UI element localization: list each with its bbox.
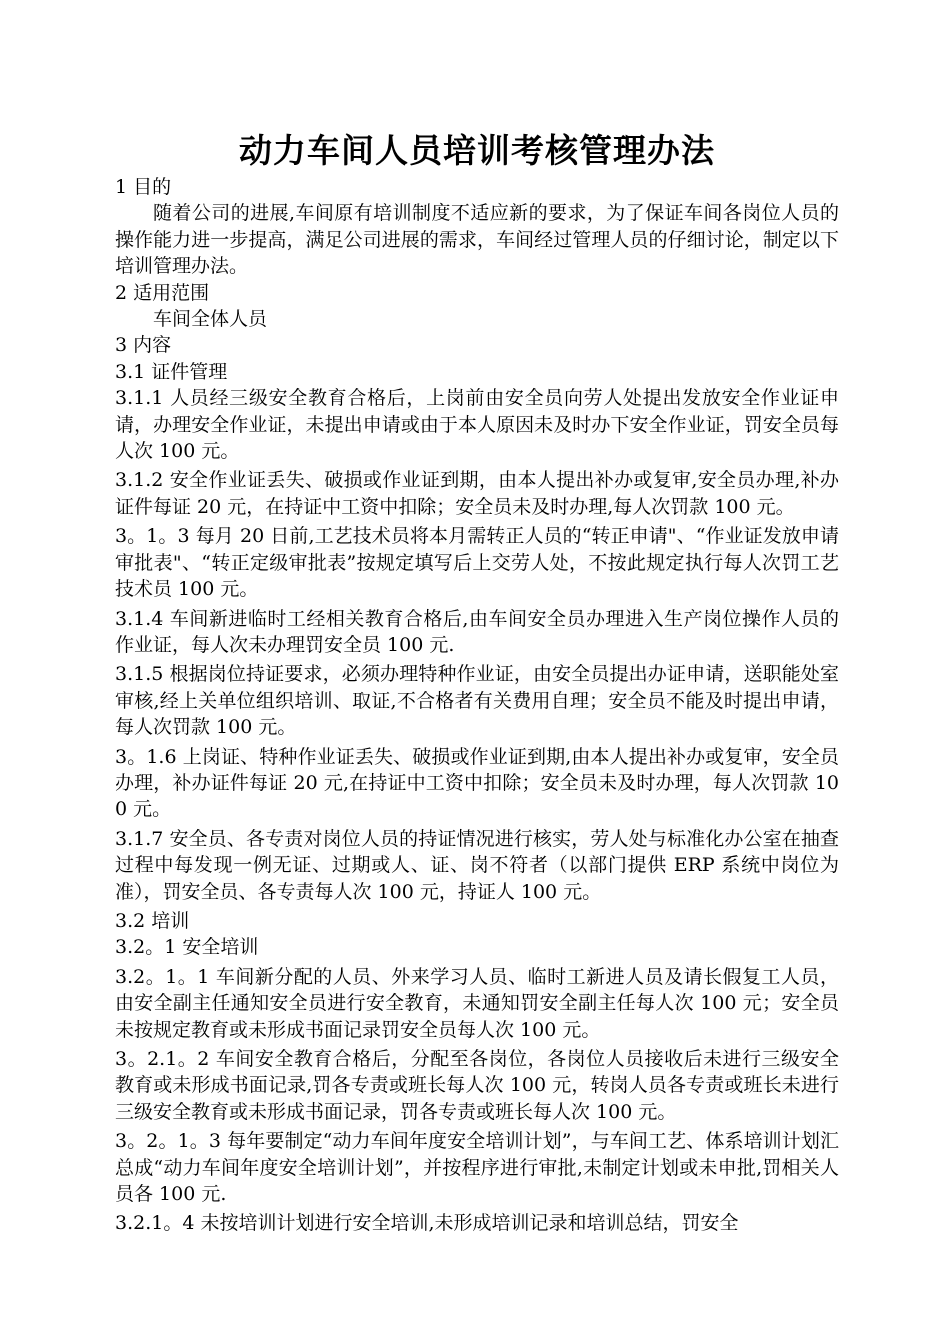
body-paragraph: 3 内容 (115, 334, 172, 357)
body-paragraph: 3。2。1。3 每年要制定“动力车间年度安全培训计划”，与车间工艺、体系培训计划汇总成“动力车间年度安全培训计划”，并按程序进行审批,未制定计划或未申批,罚相关人员各 100 元. (115, 1130, 839, 1206)
body-paragraph: 3.2。1。1 车间新分配的人员、外来学习人员、临时工新进人员及请长假复工人员，由安全副主任通知安全员进行安全教育，未通知罚安全副主任每人次 100 元；安全员未按规定教育或未形成书面记录罚安全员每人次 100 元。 (115, 965, 839, 1041)
body-paragraph: 2 适用范围 (115, 281, 210, 304)
document-title: 动力车间人员培训考核管理办法 (239, 131, 715, 170)
body-paragraph: 3.1.2 安全作业证丢失、破损或作业证到期，由本人提出补办或复审,安全员办理,补办证件每证 20 元，在持证中工资中扣除；安全员未及时办理,每人次罚款 100 元。 (115, 469, 839, 518)
body-paragraph: 3.1 证件管理 (115, 360, 228, 383)
document-body (115, 174, 839, 1237)
body-paragraph: 3.1.4 车间新进临时工经相关教育合格后,由车间安全员办理进入生产岗位操作人员的作业证，每人次未办理罚安全员 100 元. (115, 607, 839, 656)
body-paragraph: 1 目的 (115, 176, 172, 198)
body-paragraph: 3.2 培训 (115, 909, 190, 932)
body-paragraph: 车间全体人员 (153, 308, 268, 331)
body-paragraph: 随着公司的进展,车间原有培训制度不适应新的要求，为了保证车间各岗位人员的操作能力进一步提高，满足公司进展的需求，车间经过管理人员的仔细讨论，制定以下培训管理办法。 (115, 202, 839, 278)
body-paragraph: 3。1。3 每月 20 日前,工艺技术员将本月需转正人员的“转正申请"、“作业证发放申请审批表"、“转正定级审批表”按规定填写后上交劳人处，不按此规定执行每人次罚工艺技术员 100 元。 (115, 525, 839, 601)
body-paragraph: 3。2.1。2 车间安全教育合格后，分配至各岗位，各岗位人员接收后未进行三级安全教育或未形成书面记录,罚各专责或班长每人次 100 元，转岗人员各专责或班长未进行三级安全教育或未形成书面记录，罚各专责或班长每人次 100 元。 (115, 1048, 839, 1123)
body-paragraph: 3.1.5 根据岗位持证要求，必须办理特种作业证，由安全员提出办证申请，送职能处室审核,经上关单位组织培训、取证,不合格者有关费用自理；安全员不能及时提出申请，每人次罚款 100 元。 (115, 663, 839, 739)
document-page (115, 128, 839, 1237)
body-paragraph: 3.2。1 安全培训 (115, 936, 259, 959)
body-paragraph: 3。1.6 上岗证、特种作业证丢失、破损或作业证到期,由本人提出补办或复审，安全员办理，补办证件每证 20 元,在持证中工资中扣除；安全员未及时办理，每人次罚款 100 元。 (115, 745, 839, 821)
body-paragraph: 3.1.7 安全员、各专责对岗位人员的持证情况进行核实，劳人处与标准化办公室在抽查过程中每发现一例无证、过期或人、证、岗不符者（以部门提供 ERP 系统中岗位为准），罚安全员、各专责每人次 100 元，持证人 100 元。 (115, 827, 839, 903)
body-paragraph: 3.2.1。4 未按培训计划进行安全培训,未形成培训记录和培训总结，罚安全 (115, 1212, 739, 1235)
body-paragraph: 3.1.1 人员经三级安全教育合格后，上岗前由安全员向劳人处提出发放安全作业证申请，办理安全作业证，未提出申请或由于本人原因未及时办下安全作业证，罚安全员每人次 100 元。 (115, 387, 839, 463)
